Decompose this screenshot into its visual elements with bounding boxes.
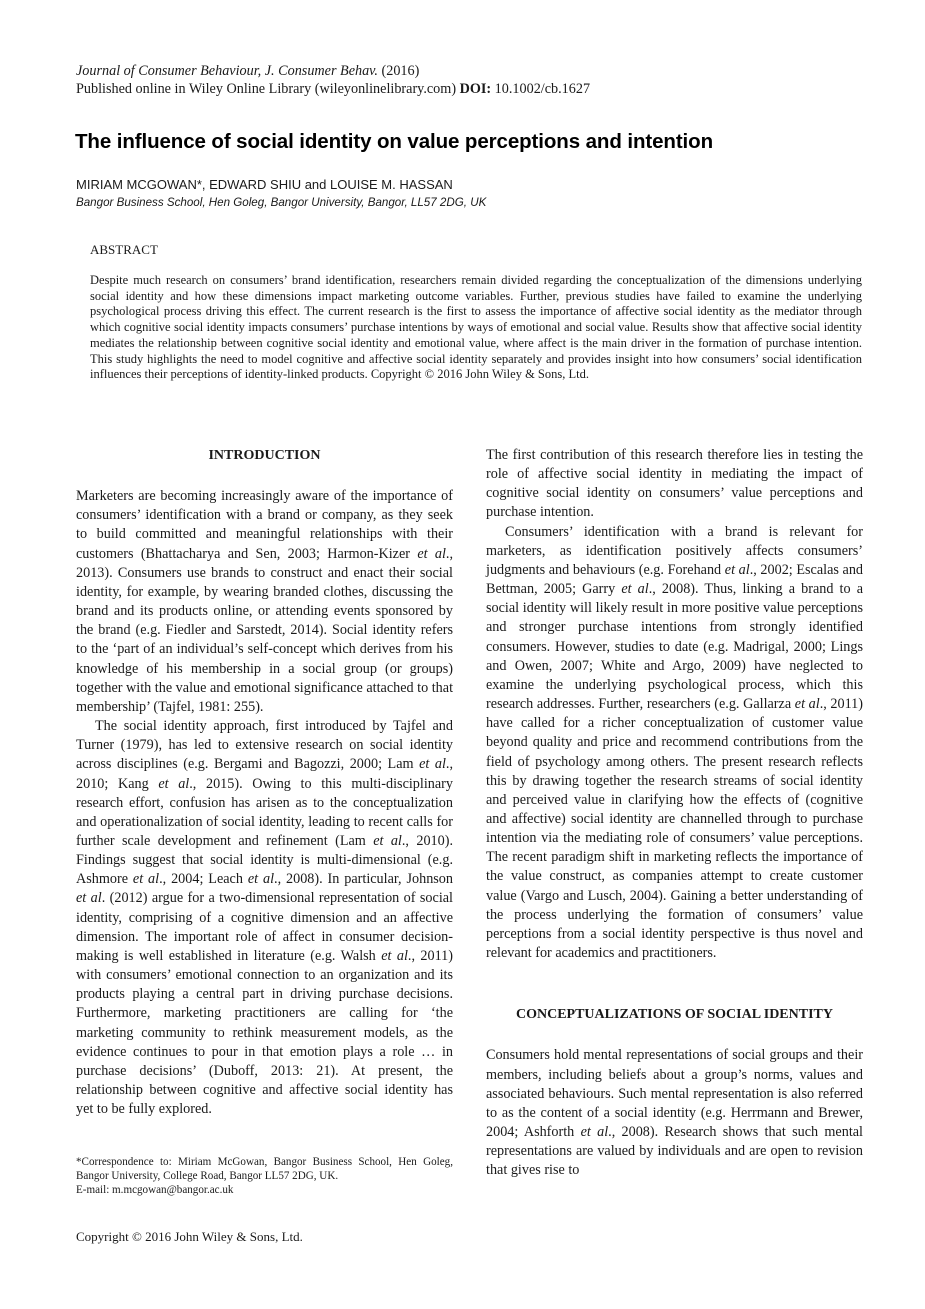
page-footer-copyright: Copyright © 2016 John Wiley & Sons, Ltd. bbox=[76, 1229, 303, 1244]
journal-year: (2016) bbox=[377, 63, 420, 79]
journal-name-line bbox=[76, 62, 590, 80]
journal-name: Journal of Consumer Behaviour, J. Consumer Behav. bbox=[76, 63, 378, 79]
affiliation: Bangor Business School, Hen Goleg, Bangor University, Bangor, LL57 2DG, UK bbox=[76, 196, 487, 209]
published-online: Published online in Wiley Online Library (wileyonlinelibrary.com) bbox=[76, 81, 460, 97]
conceptualizations-paragraph-1: Consumers hold mental representations of social groups and their members, including beliefs about a group’s norms, values and associated behaviours. Such mental representation is also referred to as the content of a social identity (e.g. Herrmann and Brewer, 2004; Ashforth et al., 2008). Research shows that such mental representations are valued by individuals and are open to revision that gives rise to bbox=[486, 1047, 863, 1179]
abstract-heading: ABSTRACT bbox=[90, 242, 158, 257]
correspondence-footnote bbox=[76, 1155, 453, 1197]
journal-citation bbox=[76, 62, 590, 98]
intro-paragraph-4: Consumers’ identification with a brand is relevant for marketers, as identification positively affects consumers’ judgments and behaviours (e.g. Forehand et al., 2002; Escalas and Bettman, 2005; Garry et al., 2008). Thus, linking a brand to a social identity will likely result in more positive value perceptions and stronger purchase intentions from strongly identified consumers. However, studies to date (e.g. Madrigal, 2000; Lings and Owen, 2007; White and Argo, 2009) have neglected to examine the underlying psychological process, which this research addresses. Further, researchers (e.g. Gallarza et al., 2011) have called for a richer conceptualization of customer value beyond quality and price and recommend contributions from the field of psychology among others. The present research reflects this by drawing together the research streams of social identity and perceived value in clarifying how the effects of (cognitive and affective) social identity are channelled through to purchase intention via the mediating role of consumers’ value perceptions. The recent paradigm shift in marketing reflects the importance of the value construct, as companies attempt to create customer value (Vargo and Lusch, 2004). Gaining a better understanding of the process underlying the formation of consumers’ value perceptions from a social identity perspective is thus novel and relevant for academics and practitioners. bbox=[486, 523, 864, 962]
doi-label: DOI: bbox=[459, 81, 492, 97]
left-column bbox=[76, 446, 453, 1119]
intro-paragraph-2: The social identity approach, first introduced by Tajfel and Turner (1979), has led to extensive research on social identity across disciplines (e.g. Bergami and Bagozzi, 2000; Lam et al., 2010; Kang et al., 2015). Owing to this multi-disciplinary research effort, confusion has arisen as to the conceptualization and operationalization of social identity, leading to recent calls for further scale development and refinement (Lam et al., 2010). Findings suggest that social identity is multi-dimensional (e.g. Ashmore et al., 2004; Leach et al., 2008). In particular, Johnson et al. (2012) argue for a two-dimensional representation of social identity, comprising of a cognitive dimension and an affective dimension. The important role of affect in consumer decision-making is well established in literature (e.g. Walsh et al., 2011) with consumers’ emotional connection to an organization and its products playing a central part in driving purchase decisions. Furthermore, marketing practitioners are calling for ‘the marketing community to rethink measurement models, as the evidence continues to pour in that emotion plays a role … in purchase decisions’ (Duboff, 2013: 21). At present, the relationship between cognitive and affective social identity has yet to be fully explored. bbox=[76, 718, 454, 1118]
correspondence-text: *Correspondence to: Miriam McGowan, Bangor Business School, Hen Goleg, Bangor University, College Road, Bangor LL57 2DG, UK. bbox=[76, 1156, 453, 1182]
authors: MIRIAM MCGOWAN*, EDWARD SHIU and LOUISE M. HASSAN bbox=[76, 177, 453, 192]
publication-line bbox=[76, 80, 590, 98]
abstract-body: Despite much research on consumers’ brand identification, researchers remain divided regarding the conceptualization of the dimensions underlying social identity and how these dimensions impact marketing outcome variables. Further, previous studies have failed to examine the underlying psychological process driving this effect. The current research is the first to assess the importance of affective social identity as the mediator through which cognitive social identity impacts consumers’ purchase intentions by ways of emotional and social value. Results show that affective social identity mediates the relationship between cognitive social identity and emotional value, where affect is the main driver in the formation of purchase intention. This study highlights the need to model cognitive and affective social identity separately and provides insight into how consumers’ social identification influences their perceptions of identity-linked products. Copyright © 2016 John Wiley & Sons, Ltd. bbox=[90, 273, 862, 382]
doi-value[interactable]: 10.1002/cb.1627 bbox=[491, 81, 591, 97]
paper-title: The influence of social identity on value perceptions and intention bbox=[75, 130, 713, 153]
intro-paragraph-3: The first contribution of this research therefore lies in testing the role of affective social identity in mediating the impact of cognitive social identity on consumers’ value perceptions and purchase intention. bbox=[486, 447, 863, 521]
conceptualizations-heading: CONCEPTUALIZATIONS OF SOCIAL IDENTITY bbox=[515, 1007, 833, 1023]
intro-paragraph-1: Marketers are becoming increasingly aware of the importance of consumers’ identification with a brand or company, as they seek to build committed and meaningful relationships with their customers (Bhattacharya and Sen, 2003; Harmon-Kizer et al., 2013). Consumers use brands to construct and enact their social identity, for example, by wearing branded clothes, discussing the brand and its products online, or attending events sponsored by the brand (e.g. Fiedler and Sarstedt, 2014). Social identity refers to the ‘part of an individual’s self-concept which derives from his knowledge of his membership in a social group (or groups) together with the value and emotional significance attached to that membership’ (Tajfel, 1981: 255). bbox=[76, 488, 454, 715]
right-column bbox=[486, 446, 863, 1180]
introduction-heading: INTRODUCTION bbox=[208, 448, 321, 463]
correspondence-email[interactable]: E-mail: m.mcgowan@bangor.ac.uk bbox=[76, 1184, 234, 1196]
